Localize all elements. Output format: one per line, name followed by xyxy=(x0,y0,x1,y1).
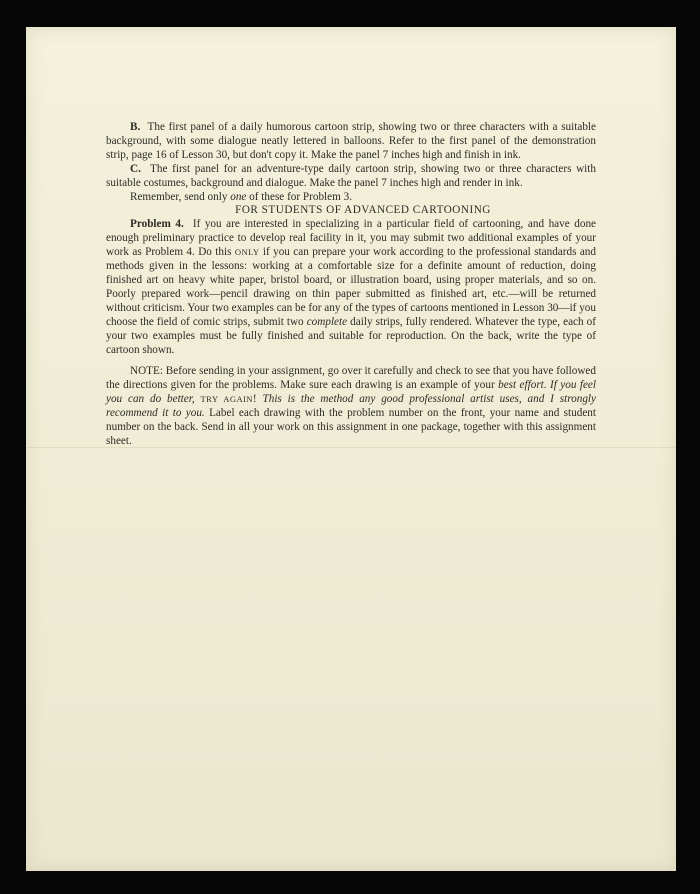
reminder-before: Remember, send only xyxy=(130,190,231,203)
reminder-paragraph xyxy=(106,191,596,205)
problem-4-complete: complete xyxy=(306,315,348,328)
problem-4-text-2: if you can prepare your work according to the professional standards and methods given in the lessons: working at a comfortable size for a definite amount of reduction, doing finished art on heavy white paper, bristol board, or illustration board, using proper materials, and so on. Poorly prepared work—pencil drawing on thin paper submitted as finished art, etc.—will be returned without criticism. Your two examples can be for any of the types of cartoons mentioned in Lesson 30—if you choose the field of comic strips, submit two xyxy=(106,246,596,328)
note-method: This is the method any good professional artist uses, and I strongly recommend it to you. xyxy=(106,393,596,420)
item-b-text: The first panel of a daily humorous cartoon strip, showing two or three characters with a suitable background, with some dialogue neatly lettered in balloons. Refer to the first panel of the demonstration strip, page 16 of Lesson 30, but don't copy it. Make the panel 7 inches high and finish in ink. xyxy=(106,121,596,161)
note-paragraph xyxy=(106,365,596,448)
section-heading: FOR STUDENTS OF ADVANCED CARTOONING xyxy=(235,204,491,217)
note-text-2: . xyxy=(543,379,551,392)
note-if-better: If you feel you can do better, xyxy=(106,379,596,406)
problem-4-label: Problem 4. xyxy=(130,218,184,231)
item-c-text: The first panel for an adventure-type daily cartoon strip, showing two or three characters with suitable costumes, background and dialogue. Make the panel 7 inches high and render in ink. xyxy=(106,162,596,189)
problem-4-text-3: daily strips, fully rendered. Whatever the type, each of your two examples must be fully finished and suitable for reproduction. On the back, write the type of cartoon shown. xyxy=(106,315,596,356)
note-text-3: ! xyxy=(252,393,263,406)
problem-4-paragraph xyxy=(106,218,596,357)
document-body xyxy=(106,121,596,449)
item-c-label: C. xyxy=(130,162,141,175)
note-text-4: Label each drawing with the problem number on the front, your name and student number on the back. Send in all your work on this assignment in one package, together with this assignment sheet. xyxy=(106,407,596,447)
note-try-again: TRY AGAIN xyxy=(200,394,253,405)
problem-4-text-1: If you are interested in specializing in a particular field of cartooning, and have done enough preliminary practice to develop real facility in it, you may submit two additional examples of your work as Problem 4. Do this xyxy=(106,218,597,259)
problem-4-only: ONLY xyxy=(234,247,260,258)
item-b-paragraph xyxy=(106,121,596,163)
item-b-label: B. xyxy=(130,121,141,133)
reminder-after: of these for Problem 3. xyxy=(246,190,353,203)
note-text-1: NOTE: Before sending in your assignment, go over it carefully and check to see that you have followed the directions given for the problems. Make sure each drawing is an example of your xyxy=(106,365,596,392)
document-page xyxy=(26,27,676,871)
item-c-paragraph xyxy=(106,163,596,191)
reminder-emphasis: one xyxy=(230,190,247,203)
note-best-effort: best effort xyxy=(498,379,544,392)
